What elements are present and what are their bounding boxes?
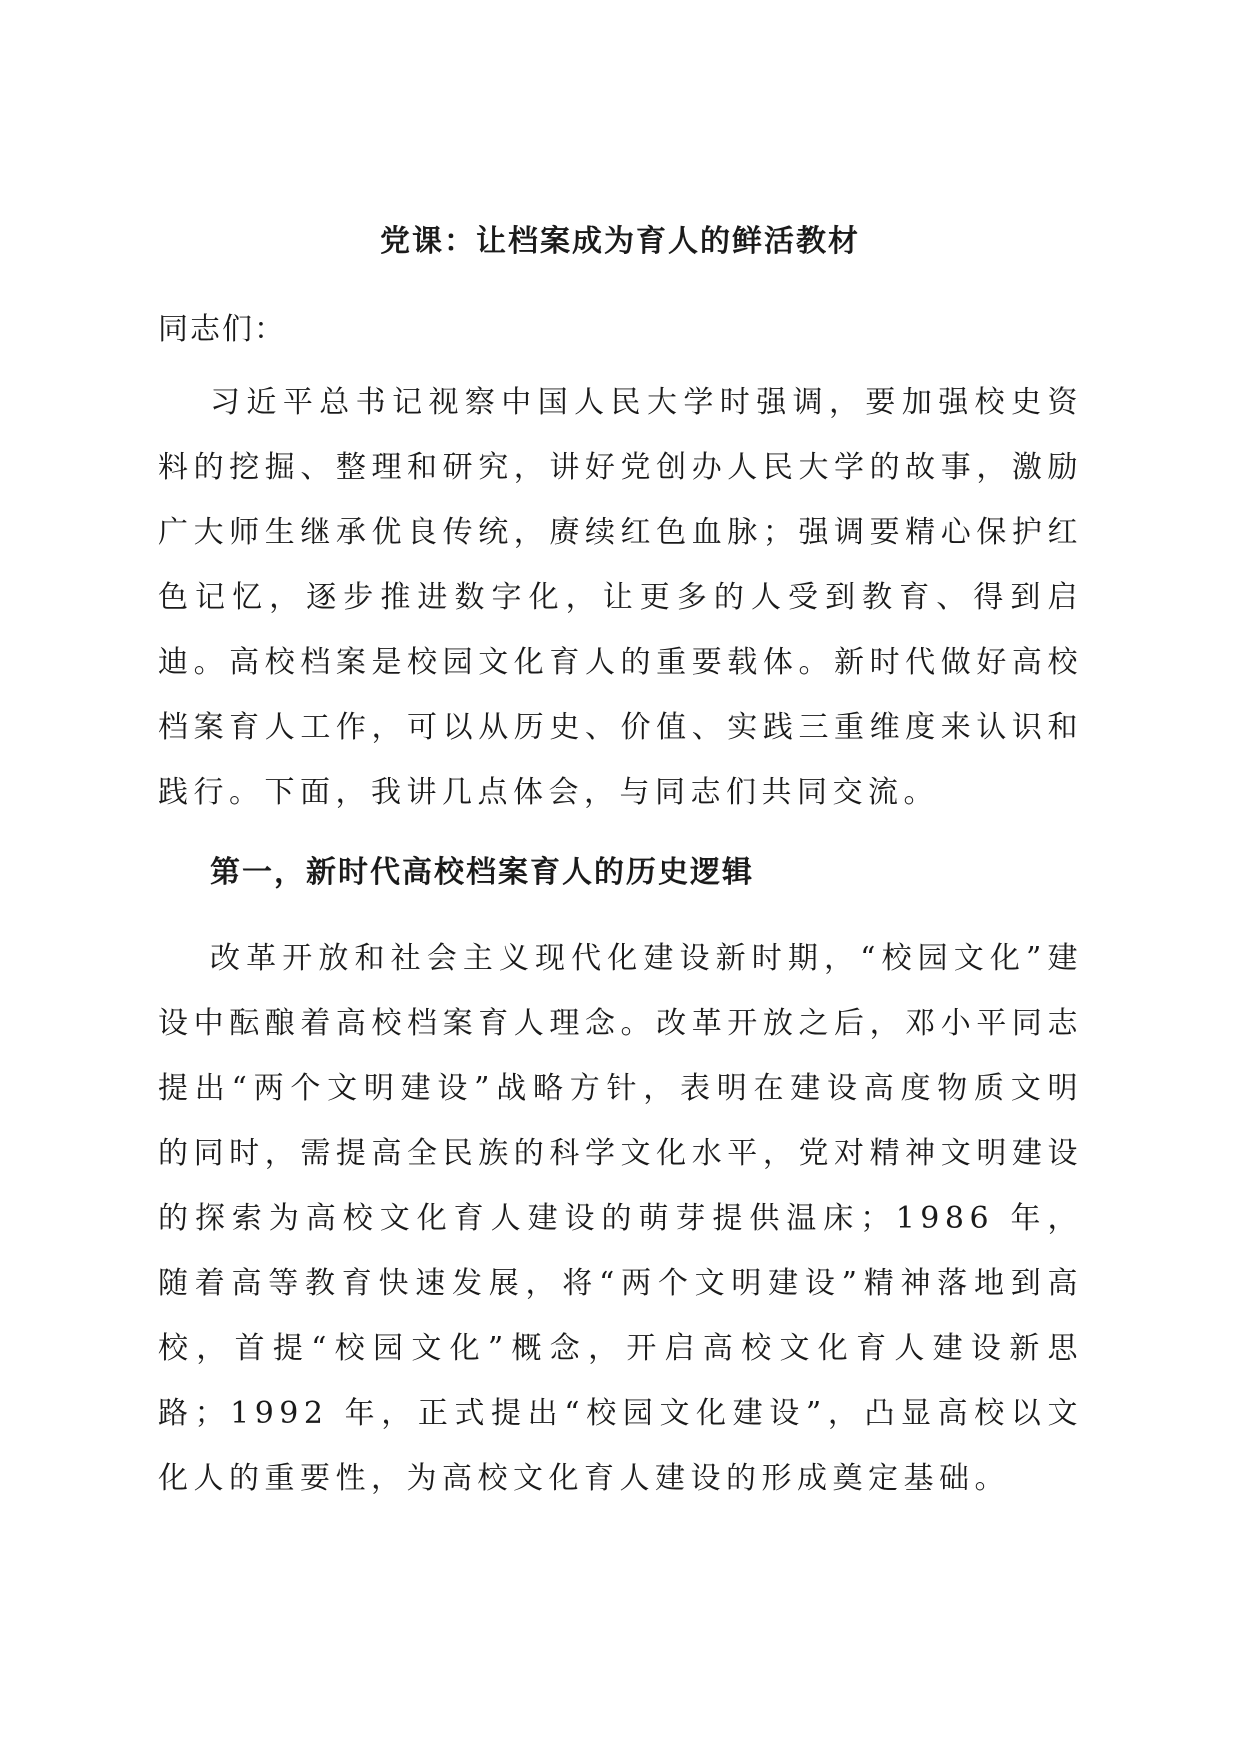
body-paragraph: 改革开放和社会主义现代化建设新时期，“校园文化”建设中酝酿着高校档案育人理念。改革开放之后，邓小平同志提出“两个文明建设”战略方针，表明在建设高度物质文明的同时，需提高全民族的科学文化水平，党对精神文明建设的探索为高校文化育人建设的萌芽提供温床；1986 年，随着高等教育快速发展，将“两个文明建设”精神落地到高校，首提“校园文化”概念，开启高校文化育人建设新思路；1992 年，正式提出“校园文化建设”，凸显高校以文化人的重要性，为高校文化育人建设的形成奠定基础。: [158, 941, 1083, 1496]
section-heading: 第一，新时代高校档案育人的历史逻辑: [210, 855, 754, 890]
intro-paragraph: 习近平总书记视察中国人民大学时强调，要加强校史资料的挖掘、整理和研究，讲好党创办人民大学的故事，激励广大师生继承优良传统，赓续红色血脉；强调要精心保护红色记忆，逐步推进数字化，让更多的人受到教育、得到启迪。高校档案是校园文化育人的重要载体。新时代做好高校档案育人工作，可以从历史、价值、实践三重维度来认识和践行。下面，我讲几点体会，与同志们共同交流。: [158, 385, 1083, 810]
salutation: 同志们：: [158, 312, 286, 347]
document-title: 党课：让档案成为育人的鲜活教材: [380, 224, 860, 259]
